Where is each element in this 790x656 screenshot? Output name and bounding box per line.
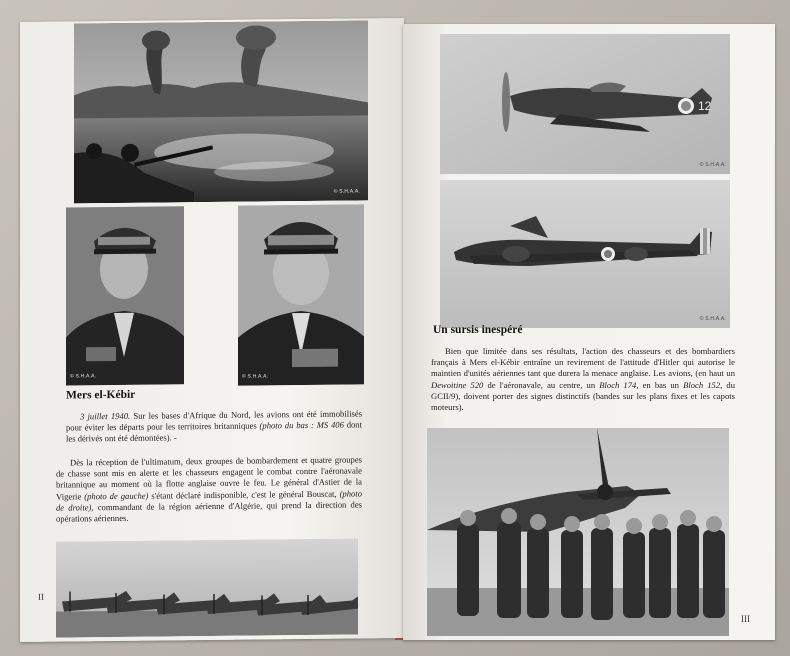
photo-note: (photo de droite) [56, 488, 362, 513]
body-text: , en bas un [636, 379, 684, 390]
photo-credit: © S.H.A.A. [699, 162, 726, 168]
dewoitine-photo [440, 34, 730, 174]
section-heading-mers-el-kebir: Mers el-Kébir [66, 388, 136, 402]
bloch-174-photo [440, 180, 730, 328]
left-page [20, 18, 404, 642]
portrait-astier-photo [66, 206, 184, 385]
paragraph-ultimatum [56, 454, 362, 524]
aircraft-name: Bloch 174 [599, 379, 637, 390]
photo-credit: © S.H.A.A. [242, 373, 269, 380]
body-text: Dès la réception de l'ultimatum, deux groupes de bombardement et quatre groupes de chasse sont mis en alerte et les chasseurs engagent le combat contre l'aéronavale britannique au moment où la flotte anglaise ouvre le feu. Le général d'Astier de la Vigerie [56, 454, 362, 502]
paragraph-july-1940 [66, 408, 362, 445]
photo-credit: © S.H.A.A. [699, 316, 726, 322]
body-text: Sur les bases d'Afrique du Nord, les avions ont été immobilisés pour éviter les départs pour les territoires britanniques [66, 408, 363, 433]
date-text: 3 juillet 1940. [80, 410, 131, 422]
pilots-group-image [427, 428, 729, 636]
paragraph-sursis [431, 346, 735, 413]
photo-note: (photo du bas : MS 406 [259, 419, 344, 431]
aircraft-name: Bloch 152 [683, 379, 721, 390]
dewoitine-image [440, 34, 730, 174]
photo-note: (photo de gauche) [84, 490, 149, 501]
body-text: de l'aéronavale, au centre, un [483, 379, 600, 390]
parked-fighters-photo [56, 538, 358, 637]
harbor-smoke-image [74, 20, 368, 203]
body-text: , du GCII/9), doivent porter des signes distinctifs (bandes sur les plans fixes et les capots moteurs). [431, 379, 736, 413]
right-page [403, 24, 775, 640]
section-heading-sursis: Un sursis inespéré [433, 324, 523, 336]
page-number-left: II [38, 591, 44, 602]
photo-credit: © S.H.A.A. [70, 373, 97, 380]
portrait-bouscat-photo [238, 204, 364, 385]
portrait-astier-image [66, 206, 184, 385]
parked-fighters-image [56, 538, 358, 637]
body-text: s'étant déclaré indisponible, c'est le général Bouscat, [148, 488, 340, 501]
body-text: Bien que limitée dans ses résultats, l'action des chasseurs et des bombardiers français à Mers el-Kébir entraîne un revirement de l'attitude d'Hitler qui autorise le maintien d'unités aériennes tant que durera la menace anglaise. Les avions, (en haut un [431, 346, 735, 379]
aircraft-name: Dewoitine 520 [431, 379, 484, 390]
body-text: dont les dérivés ont été démontées). - [66, 419, 362, 444]
page-number-right: III [741, 614, 750, 624]
pilots-group-photo [427, 428, 729, 636]
bloch-174-image [440, 180, 730, 328]
aircraft-marking: 12 [698, 99, 712, 113]
harbor-smoke-photo [74, 20, 368, 203]
body-text: , commandant de la région aérienne d'Algérie, qui prend la direction des opérations aériennes. [56, 499, 362, 524]
portrait-bouscat-image [238, 204, 364, 385]
photo-credit: © S.H.A.A. [333, 188, 360, 195]
